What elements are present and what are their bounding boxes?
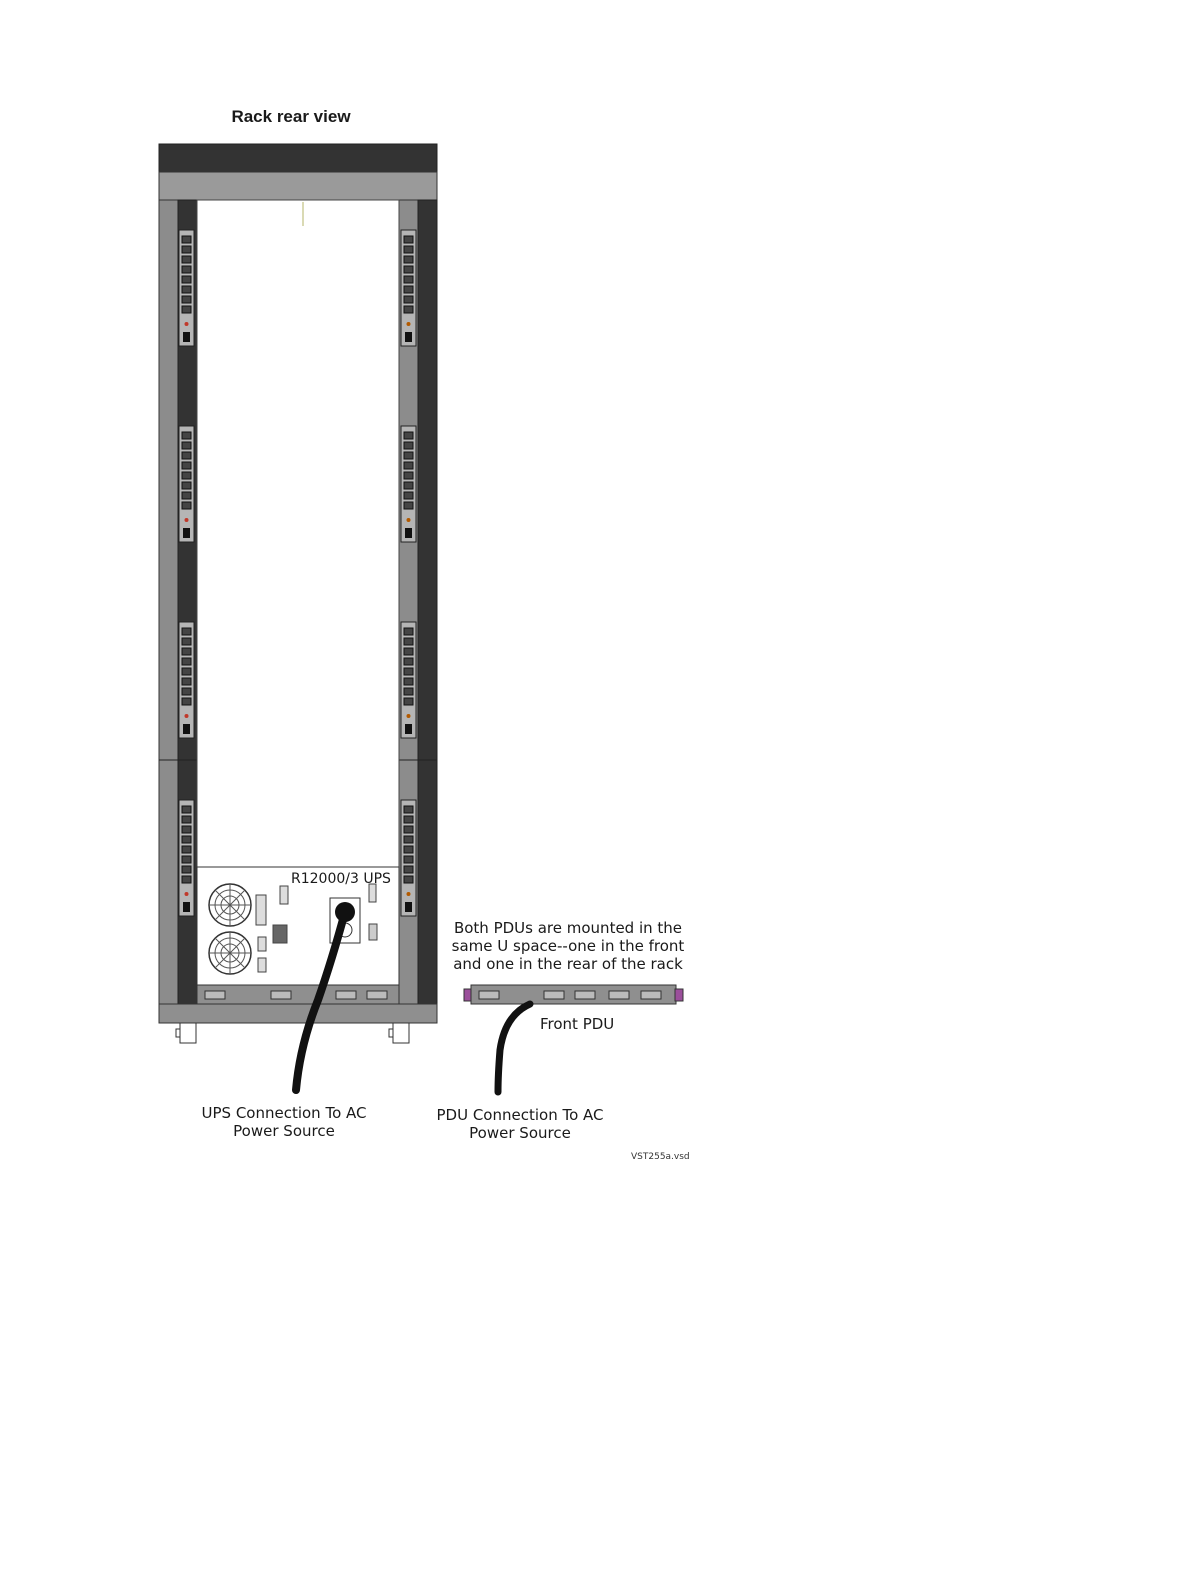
pdu-outlet xyxy=(404,678,413,685)
pdu-outlet xyxy=(404,668,413,675)
pdu-breaker xyxy=(183,724,190,734)
pdu-outlet xyxy=(182,678,191,685)
pdu-indicator xyxy=(185,322,189,326)
pdu-outlet xyxy=(404,628,413,635)
pdu-outlet xyxy=(404,286,413,293)
pdu-indicator xyxy=(407,892,411,896)
front-pdu-power-cable xyxy=(498,1004,530,1092)
pdu-indicator xyxy=(407,714,411,718)
pdu-outlet xyxy=(182,856,191,863)
pdu-breaker xyxy=(183,902,190,912)
pdu-indicator xyxy=(185,714,189,718)
pdu-breaker xyxy=(405,528,412,538)
pdu-outlet xyxy=(404,246,413,253)
pdu-outlet xyxy=(182,668,191,675)
pdu-outlet xyxy=(182,432,191,439)
ups-connection-line: UPS Connection To AC xyxy=(201,1104,367,1122)
rack-base xyxy=(159,1004,437,1023)
pdu-outlet xyxy=(182,816,191,823)
pdu-outlet xyxy=(182,866,191,873)
pdu-outlet xyxy=(404,658,413,665)
ups-fan-top xyxy=(209,884,251,926)
vertical-pdu-strip xyxy=(401,800,416,916)
pdu-outlet xyxy=(182,452,191,459)
pdu-breaker xyxy=(405,332,412,342)
pdu-indicator xyxy=(185,892,189,896)
pdu-outlet xyxy=(182,442,191,449)
vertical-pdu-strip xyxy=(401,426,416,542)
pdu-outlet xyxy=(404,806,413,813)
pdu-connection-label xyxy=(430,1106,610,1142)
pdu-outlet xyxy=(404,296,413,303)
ups-connection-label xyxy=(194,1104,374,1140)
ups-fan-bottom xyxy=(209,932,251,974)
pdu-breaker xyxy=(405,902,412,912)
pdu-mount-note xyxy=(446,919,690,973)
pdu-outlet xyxy=(404,452,413,459)
pdu-outlet xyxy=(404,826,413,833)
pdu-outlet xyxy=(182,482,191,489)
rack-top-rail xyxy=(159,172,437,200)
pdu-outlet xyxy=(182,876,191,883)
pdu-outlet xyxy=(182,806,191,813)
pdu-outlet xyxy=(404,442,413,449)
rack-top-cap xyxy=(159,144,437,172)
pdu-outlet xyxy=(182,462,191,469)
pdu-indicator xyxy=(407,518,411,522)
ups-label: R12000/3 UPS xyxy=(291,871,391,887)
pdu-outlet xyxy=(182,658,191,665)
pdu-outlet xyxy=(404,502,413,509)
file-id: VST255a.vsd xyxy=(631,1152,690,1162)
pdu-outlet xyxy=(404,266,413,273)
pdu-outlet xyxy=(404,256,413,263)
pdu-outlet xyxy=(404,306,413,313)
pdu-outlet xyxy=(404,638,413,645)
pdu-breaker xyxy=(183,332,190,342)
pdu-mount-note-line: same U space--one in the front xyxy=(451,937,685,955)
pdu-outlet xyxy=(404,432,413,439)
pdu-outlet xyxy=(404,836,413,843)
rack-interior xyxy=(197,200,399,868)
pdu-outlet xyxy=(404,236,413,243)
pdu-outlet xyxy=(182,266,191,273)
pdu-outlet xyxy=(404,482,413,489)
pdu-outlet xyxy=(182,306,191,313)
pdu-connection-line: PDU Connection To AC xyxy=(436,1106,604,1124)
pdu-outlet xyxy=(404,856,413,863)
rack-left-outer-post xyxy=(159,200,178,1004)
vertical-pdu-strip xyxy=(401,622,416,738)
ups-connection-line: Power Source xyxy=(233,1122,335,1140)
pdu-outlet xyxy=(404,462,413,469)
rack-right-outer-post xyxy=(418,200,437,1004)
pdu-outlet xyxy=(182,492,191,499)
vertical-pdu-strip xyxy=(179,230,194,346)
pdu-outlet xyxy=(404,866,413,873)
pdu-outlet xyxy=(182,296,191,303)
pdu-mount-note-line: Both PDUs are mounted in the xyxy=(453,919,683,937)
vertical-pdu-strip xyxy=(179,800,194,916)
pdu-outlet xyxy=(404,648,413,655)
pdu-outlet xyxy=(182,846,191,853)
caster-left xyxy=(176,1023,196,1043)
pdu-breaker xyxy=(405,724,412,734)
pdu-outlet xyxy=(182,698,191,705)
pdu-outlet xyxy=(404,688,413,695)
pdu-outlet xyxy=(182,246,191,253)
ups-cable-plug xyxy=(335,902,355,922)
pdu-outlet xyxy=(182,638,191,645)
vertical-pdu-strip xyxy=(179,622,194,738)
pdu-outlet xyxy=(404,876,413,883)
front-pdu-cap-right xyxy=(675,989,683,1001)
pdu-outlet xyxy=(404,492,413,499)
pdu-outlet xyxy=(404,698,413,705)
pdu-outlet xyxy=(404,472,413,479)
pdu-outlet xyxy=(182,236,191,243)
front-pdu-label: Front PDU xyxy=(540,1015,615,1033)
pdu-outlet xyxy=(182,688,191,695)
pdu-outlet xyxy=(404,816,413,823)
pdu-outlet xyxy=(182,648,191,655)
pdu-outlet xyxy=(182,502,191,509)
pdu-outlet xyxy=(182,256,191,263)
pdu-outlet xyxy=(182,276,191,283)
vertical-pdu-strip xyxy=(401,230,416,346)
pdu-mount-note-line: and one in the rear of the rack xyxy=(453,955,683,973)
diagram-title: Rack rear view xyxy=(231,107,351,126)
pdu-outlet xyxy=(182,628,191,635)
pdu-indicator xyxy=(407,322,411,326)
pdu-outlet xyxy=(182,836,191,843)
pdu-outlet xyxy=(182,826,191,833)
pdu-indicator xyxy=(185,518,189,522)
caster-right xyxy=(389,1023,409,1043)
pdu-outlet xyxy=(182,472,191,479)
pdu-breaker xyxy=(183,528,190,538)
pdu-connection-line: Power Source xyxy=(469,1124,571,1142)
pdu-outlet xyxy=(182,286,191,293)
pdu-outlet xyxy=(404,846,413,853)
vertical-pdu-strip xyxy=(179,426,194,542)
pdu-outlet xyxy=(404,276,413,283)
